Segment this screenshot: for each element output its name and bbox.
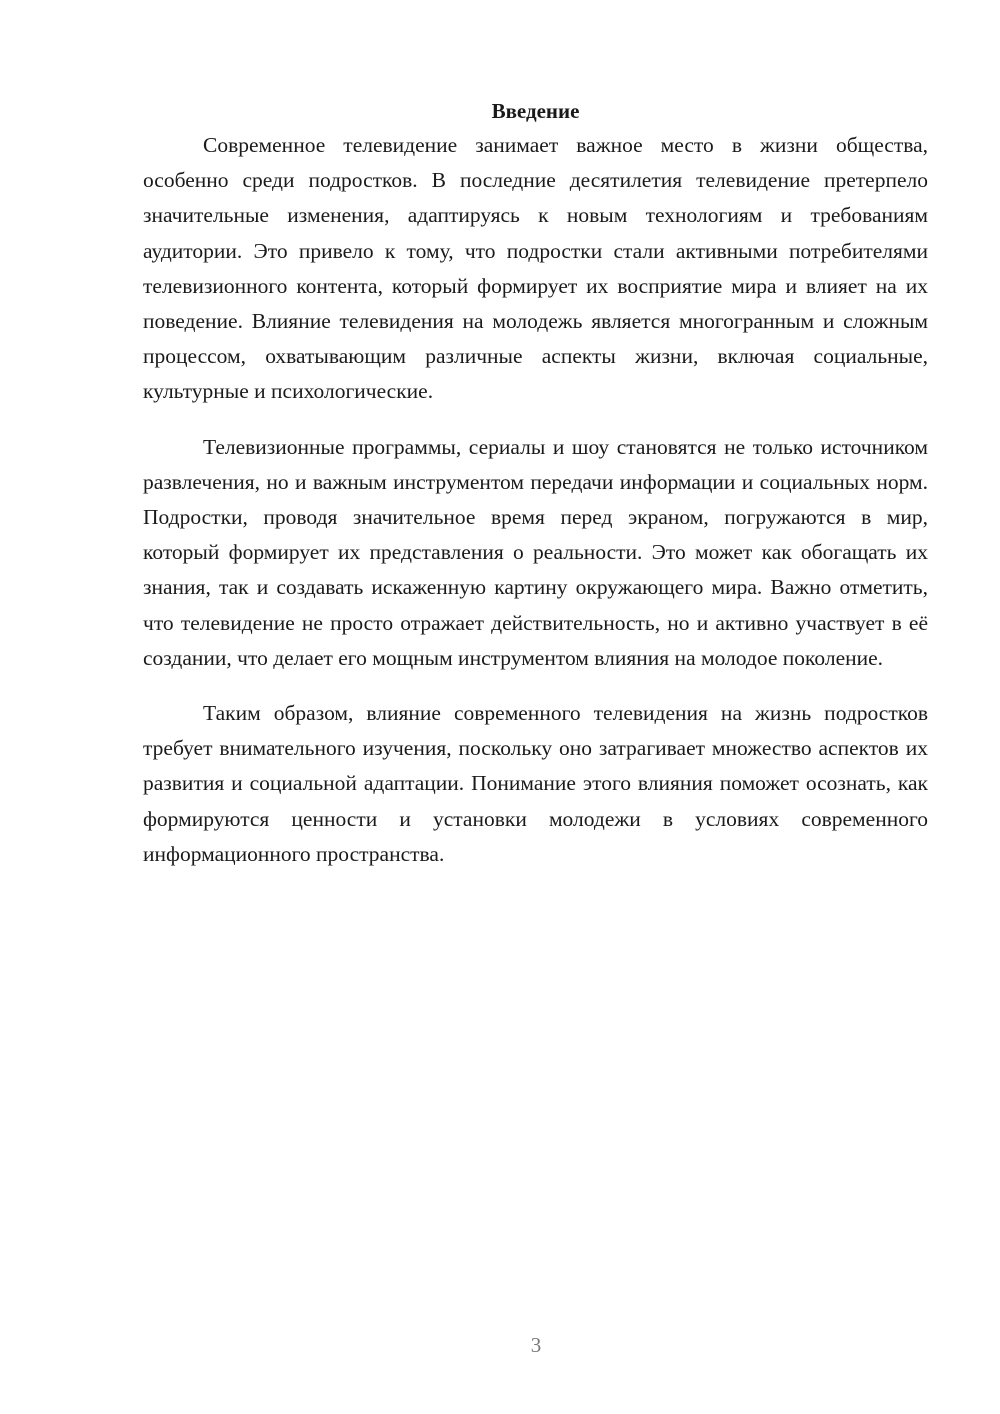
paragraph-2: Телевизионные программы, сериалы и шоу становятся не только источником развлечения, но и важным инструментом передачи информации и социальных норм. Подростки, проводя значительное время перед экраном, погружаются в мир, который формирует их представления о реальности. Это может как обогащать их знания, так и создавать искаженную картину окружающего мира. Важно отметить, что телевидение не просто отражает действительность, но и активно участвует в её создании, что делает его мощным инструментом влияния на молодое поколение.: [143, 434, 928, 670]
paragraph-1: Современное телевидение занимает важное место в жизни общества, особенно среди подростков. В последние десятилетия телевидение претерпело значительные изменения, адаптируясь к новым технологиям и требованиям аудитории. Это привело к тому, что подростки стали активными потребителями телевизионного контента, который формирует их восприятие мира и влияет на их поведение. Влияние телевидения на молодежь является многогранным и сложным процессом, охватывающим различные аспекты жизни, включая социальные, культурные и психологические.: [143, 133, 928, 404]
section-heading: Введение: [491, 99, 580, 123]
page-number: 3: [530, 1333, 542, 1357]
page-content: [143, 96, 928, 892]
paragraph-3: Таким образом, влияние современного телевидения на жизнь подростков требует внимательного изучения, поскольку оно затрагивает множество аспектов их развития и социальной адаптации. Понимание этого влияния поможет осознать, как формируются ценности и установки молодежи в условиях современного информационного пространства.: [143, 701, 928, 866]
